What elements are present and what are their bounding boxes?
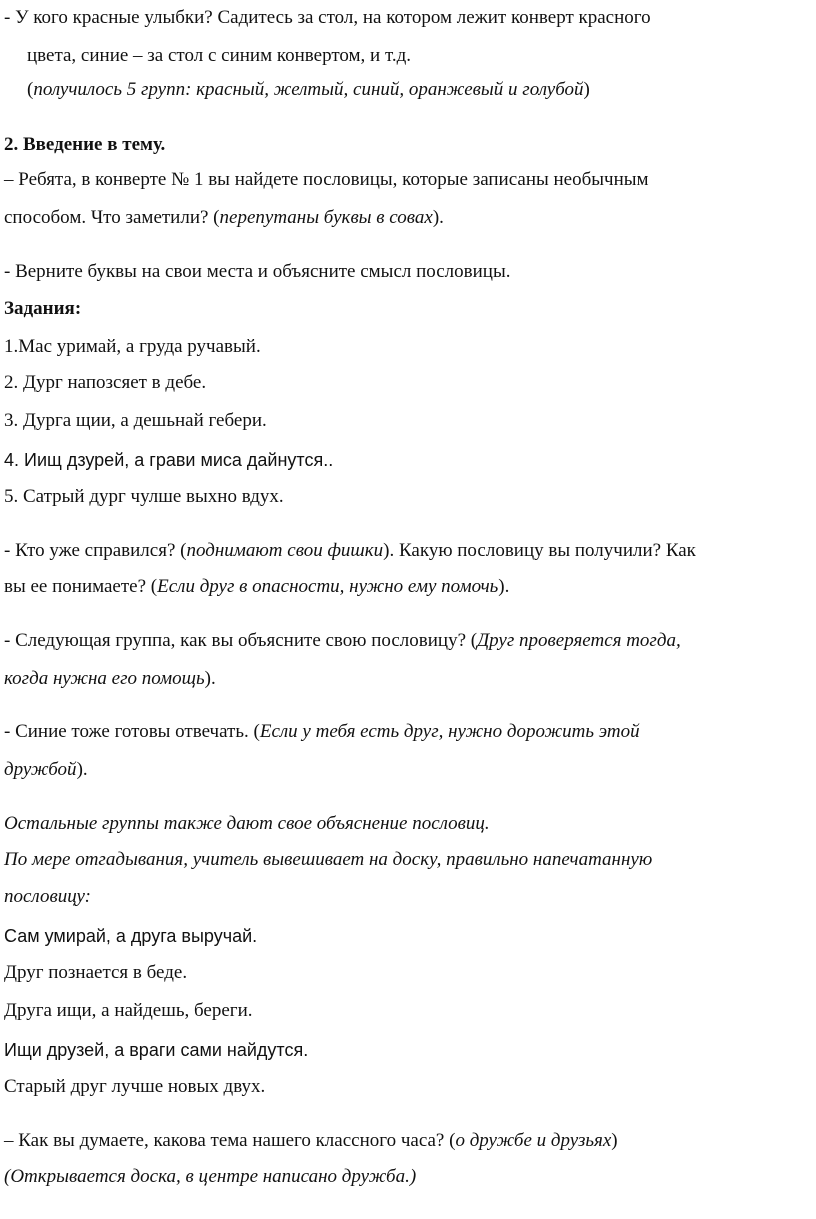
discussion-q2-line-2 [4,667,216,691]
groups-note: получилось 5 групп: красный, желтый, синий, оранжевый и голубой [33,79,584,100]
discussion-q1-line-1 [4,539,696,563]
text-span: ). [498,576,510,597]
section-p1-line-2 [4,206,444,230]
answer-italic: Если у тебя есть друг, нужно дорожить этой [259,721,640,742]
intro-line-2: цвета, синие – за стол с синим конвертом, и т.д. [27,45,411,66]
answer-italic: о дружбе и друзьях [455,1130,612,1151]
task-item-1: 1.Мас уримай, а груда ручавый. [4,336,261,357]
note-line-2: По мере отгадывания, учитель вывешивает на доску, правильно напечатанную [4,849,653,870]
task-item-2: 2. Дург напозсяет в дебе. [4,372,207,393]
answer-italic: перепутаны буквы в совах [219,207,433,228]
task-item-3: 3. Дурга щии, а дешьнай гебери. [4,410,267,431]
section-p1-line-1: – Ребята, в конверте № 1 вы найдете пословицы, которые записаны необычным [4,169,649,190]
proverb-3: Друга ищи, а найдешь, береги. [4,1000,253,1021]
task-item-5: 5. Сатрый дург чулше выхно вдух. [4,486,284,507]
intro-line-1: - У кого красные улыбки? Садитесь за стол, на котором лежит конверт красного [4,7,651,28]
note-line-3: пословицу: [4,886,91,907]
discussion-q3-line-1 [4,720,640,744]
paren-open: ( [27,79,34,100]
note-line-1: Остальные группы также дают свое объяснение пословиц. [4,813,490,834]
text-span: - Синие тоже готовы отвечать. ( [4,721,260,742]
closing-question [4,1129,618,1153]
proverb-4: Ищи друзей, а враги сами найдутся. [4,1040,309,1060]
discussion-q2-line-1 [4,629,681,653]
text-span: ). [204,668,216,689]
answer-italic: Если друг в опасности, нужно ему помочь [157,576,499,597]
answer-italic: дружбой [4,759,77,780]
discussion-q3-line-2 [4,758,88,782]
text-span: ) [611,1130,618,1151]
answer-italic: поднимают свои фишки [186,540,384,561]
text-span: ). Какую пословицу вы получили? Как [383,540,696,561]
proverb-1: Сам умирай, а друга выручай. [4,926,258,946]
closing-note: (Открывается доска, в центре написано дружба.) [4,1166,417,1187]
proverb-2: Друг познается в беде. [4,962,188,983]
text-span: ). [76,759,88,780]
answer-italic: когда нужна его помощь [4,668,205,689]
section-p2: - Верните буквы на свои места и объясните смысл пословицы. [4,261,511,282]
text-span: - Следующая группа, как вы объясните свою пословицу? ( [4,630,478,651]
answer-italic: Друг проверяется тогда, [477,630,681,651]
paren-close: ) [583,79,590,100]
tasks-heading: Задания: [4,298,82,319]
section-heading: 2. Введение в тему. [4,134,166,155]
text-span: вы ее понимаете? ( [4,576,158,597]
text-span: ). [432,207,444,228]
intro-line-3 [27,78,590,102]
discussion-q1-line-2 [4,575,509,599]
text-span: способом. Что заметили? ( [4,207,220,228]
task-item-4: 4. Иищ дзурей, а грави миса дайнутся.. [4,450,334,470]
proverb-5: Старый друг лучше новых двух. [4,1076,266,1097]
text-span: – Как вы думаете, какова тема нашего классного часа? ( [4,1130,456,1151]
text-span: - Кто уже справился? ( [4,540,187,561]
